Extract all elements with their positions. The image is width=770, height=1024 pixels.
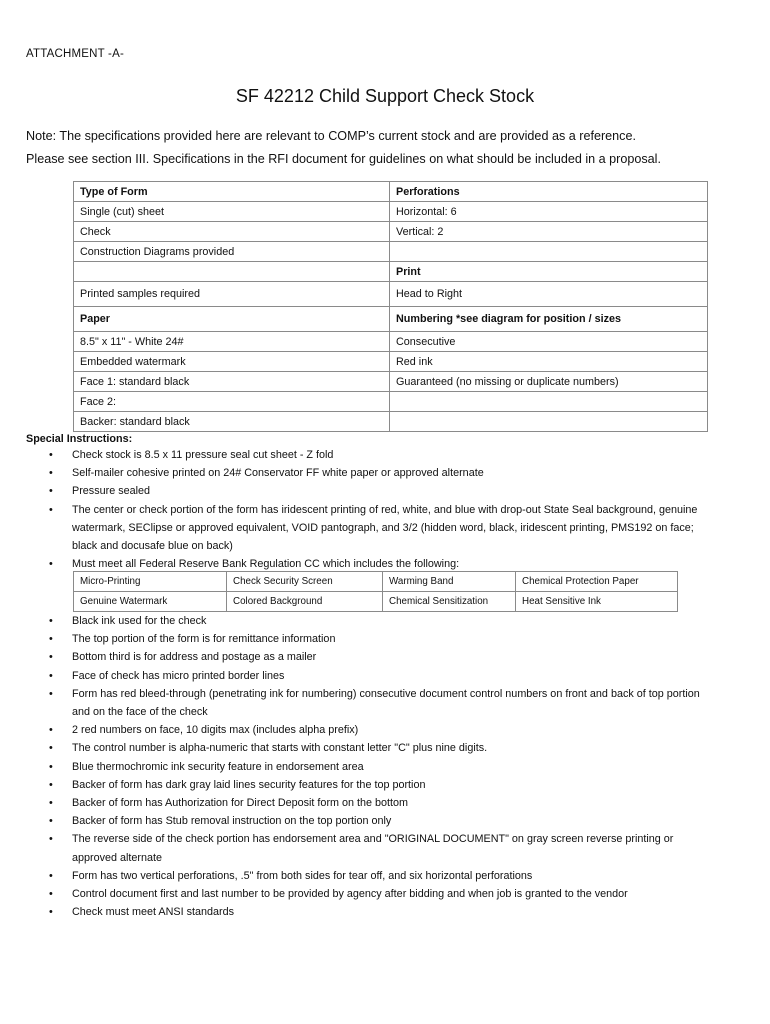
note-line-2: Please see section III. Specifications in the RFI document for guidelines on what should be included in a proposal.: [26, 152, 661, 166]
spec-row: [74, 332, 708, 352]
bullet-icon: •: [49, 888, 53, 901]
spec-cell-right: Horizontal: 6: [390, 202, 708, 222]
regulation-row: [74, 592, 678, 612]
spec-cell-left: Backer: standard black: [74, 412, 390, 432]
regulation-row: [74, 572, 678, 592]
spec-row: [74, 282, 708, 307]
spec-cell-left: Face 2:: [74, 392, 390, 412]
bullet-icon: •: [49, 503, 53, 516]
list-item-text: Pressure sealed: [72, 485, 151, 498]
regulation-cell: Warming Band: [383, 572, 516, 592]
list-item-text: Must meet all Federal Reserve Bank Regulation CC which includes the following:: [72, 558, 460, 571]
list-item: [0, 667, 712, 685]
list-item-text: Form has red bleed-through (penetrating ink for numbering) consecutive document control numbers on front and back of top portion and on the face of the check: [72, 687, 700, 719]
list-item-text: The center or check portion of the form has iridescent printing of red, white, and blue with drop-out State Seal background, genuine watermark, SEClipse or approved equivalent, VOID pantograph, and 3/2 (hidden word, black, iridescent printing, PMS192 on face; black and docusafe blue on back): [72, 503, 698, 553]
list-item: [0, 903, 712, 921]
list-item-text: The top portion of the form is for remittance information: [72, 633, 336, 646]
spec-cell-left: [74, 262, 390, 282]
bullet-icon: •: [49, 742, 53, 755]
spec-row: [74, 372, 708, 392]
regulation-cell: Colored Background: [227, 592, 383, 612]
list-item-text: Check stock is 8.5 x 11 pressure seal cut sheet - Z fold: [72, 449, 334, 461]
regulation-cell: Heat Sensitive Ink: [516, 592, 678, 612]
note: [26, 125, 756, 171]
bullet-icon: •: [49, 833, 53, 846]
list-item: [0, 758, 712, 776]
list-item-text: Form has two vertical perforations, .5" from both sides for tear off, and six horizontal perforations: [72, 869, 533, 882]
spec-cell-left: Paper: [74, 307, 390, 332]
list-item: [0, 464, 712, 482]
spec-cell-left: Single (cut) sheet: [74, 202, 390, 222]
list-item: [0, 501, 712, 556]
list-item-text: Blue thermochromic ink security feature in endorsement area: [72, 760, 364, 773]
spec-cell-left: Printed samples required: [74, 282, 390, 307]
spec-row: [74, 202, 708, 222]
list-item-text: Control document first and last number to be provided by agency after bidding and when job is granted to the vendor: [72, 888, 628, 901]
list-item-text: Black ink used for the check: [72, 615, 207, 627]
bullet-icon: •: [49, 724, 53, 737]
spec-cell-left: Face 1: standard black: [74, 372, 390, 392]
list-item: [0, 739, 712, 757]
regulation-cell: Chemical Protection Paper: [516, 572, 678, 592]
regulation-cell: Genuine Watermark: [74, 592, 227, 612]
spec-cell-right: [390, 242, 708, 262]
list-item-text: Self-mailer cohesive printed on 24# Conservator FF white paper or approved alternate: [72, 467, 484, 480]
list-item: [0, 612, 712, 630]
spec-row: [74, 412, 708, 432]
list-item: [0, 812, 712, 830]
list-item: [0, 685, 712, 721]
spec-cell-left: Check: [74, 222, 390, 242]
list-item-text: Bottom third is for address and postage as a mailer: [72, 651, 317, 664]
spec-row: [74, 352, 708, 372]
list-item: [0, 482, 712, 500]
spec-cell-left: Type of Form: [74, 182, 390, 202]
spec-row: [74, 182, 708, 202]
regulation-cell: Chemical Sensitization: [383, 592, 516, 612]
special-instructions-heading: Special Instructions:: [26, 433, 133, 445]
bullet-icon: •: [49, 633, 53, 646]
list-item-text: Backer of form has Authorization for Direct Deposit form on the bottom: [72, 797, 409, 810]
bullet-icon: •: [49, 485, 53, 498]
attachment-label: ATTACHMENT -A-: [26, 48, 124, 60]
specifications-table: [73, 181, 708, 432]
regulation-cell: Check Security Screen: [227, 572, 383, 592]
list-item-text: The control number is alpha-numeric that starts with constant letter "C" plus nine digits.: [72, 742, 488, 755]
spec-row: [74, 307, 708, 332]
list-item: [0, 721, 712, 739]
bullet-icon: •: [49, 687, 53, 700]
additional-instructions-list: [0, 612, 712, 921]
bullet-icon: •: [49, 467, 53, 480]
list-item: [0, 885, 712, 903]
bullet-icon: •: [49, 869, 53, 882]
list-item-text: 2 red numbers on face, 10 digits max (includes alpha prefix): [72, 724, 359, 737]
spec-cell-right: Red ink: [390, 352, 708, 372]
spec-row: [74, 222, 708, 242]
spec-cell-right: Perforations: [390, 182, 708, 202]
list-item-text: The reverse side of the check portion has endorsement area and "ORIGINAL DOCUMENT" on gray screen reverse printing or approved alternate: [72, 833, 674, 864]
bullet-icon: •: [49, 815, 53, 828]
spec-cell-right: [390, 392, 708, 412]
list-item-text: Backer of form has dark gray laid lines security features for the top portion: [72, 778, 426, 791]
spec-cell-right: Guaranteed (no missing or duplicate numbers): [390, 372, 708, 392]
bullet-icon: •: [49, 906, 53, 919]
document-title: SF 42212 Child Support Check Stock: [235, 86, 535, 106]
spec-row: [74, 392, 708, 412]
list-item: [0, 776, 712, 794]
bullet-icon: •: [49, 778, 53, 791]
spec-cell-right: Consecutive: [390, 332, 708, 352]
spec-cell-right: Vertical: 2: [390, 222, 708, 242]
bullet-icon: •: [49, 651, 53, 664]
list-item: [0, 648, 712, 666]
bullet-icon: •: [49, 449, 53, 461]
spec-cell-right: Numbering *see diagram for position / sizes: [390, 307, 708, 332]
spec-cell-left: Embedded watermark: [74, 352, 390, 372]
list-item-text: Face of check has micro printed border lines: [72, 669, 285, 682]
spec-cell-left: 8.5" x 11" - White 24#: [74, 332, 390, 352]
spec-cell-right: [390, 412, 708, 432]
spec-row: [74, 262, 708, 282]
bullet-icon: •: [49, 558, 53, 571]
regulation-cc-table: [73, 571, 678, 612]
list-item: [0, 867, 712, 885]
note-line-1: Note: The specifications provided here are relevant to COMP’s current stock and are provided as a reference.: [26, 129, 636, 143]
list-item-text: Check must meet ANSI standards: [72, 906, 235, 919]
list-item: [0, 794, 712, 812]
bullet-icon: •: [49, 669, 53, 682]
spec-cell-left: Construction Diagrams provided: [74, 242, 390, 262]
regulation-cell: Micro-Printing: [74, 572, 227, 592]
list-item: [0, 446, 712, 464]
spec-row: [74, 242, 708, 262]
spec-cell-right: Print: [390, 262, 708, 282]
list-item: [0, 630, 712, 648]
list-item: [0, 830, 712, 866]
bullet-icon: •: [49, 615, 53, 627]
spec-cell-right: Head to Right: [390, 282, 708, 307]
bullet-icon: •: [49, 760, 53, 773]
list-item-text: Backer of form has Stub removal instruction on the top portion only: [72, 815, 392, 828]
special-instructions-list: [0, 446, 712, 573]
bullet-icon: •: [49, 797, 53, 810]
